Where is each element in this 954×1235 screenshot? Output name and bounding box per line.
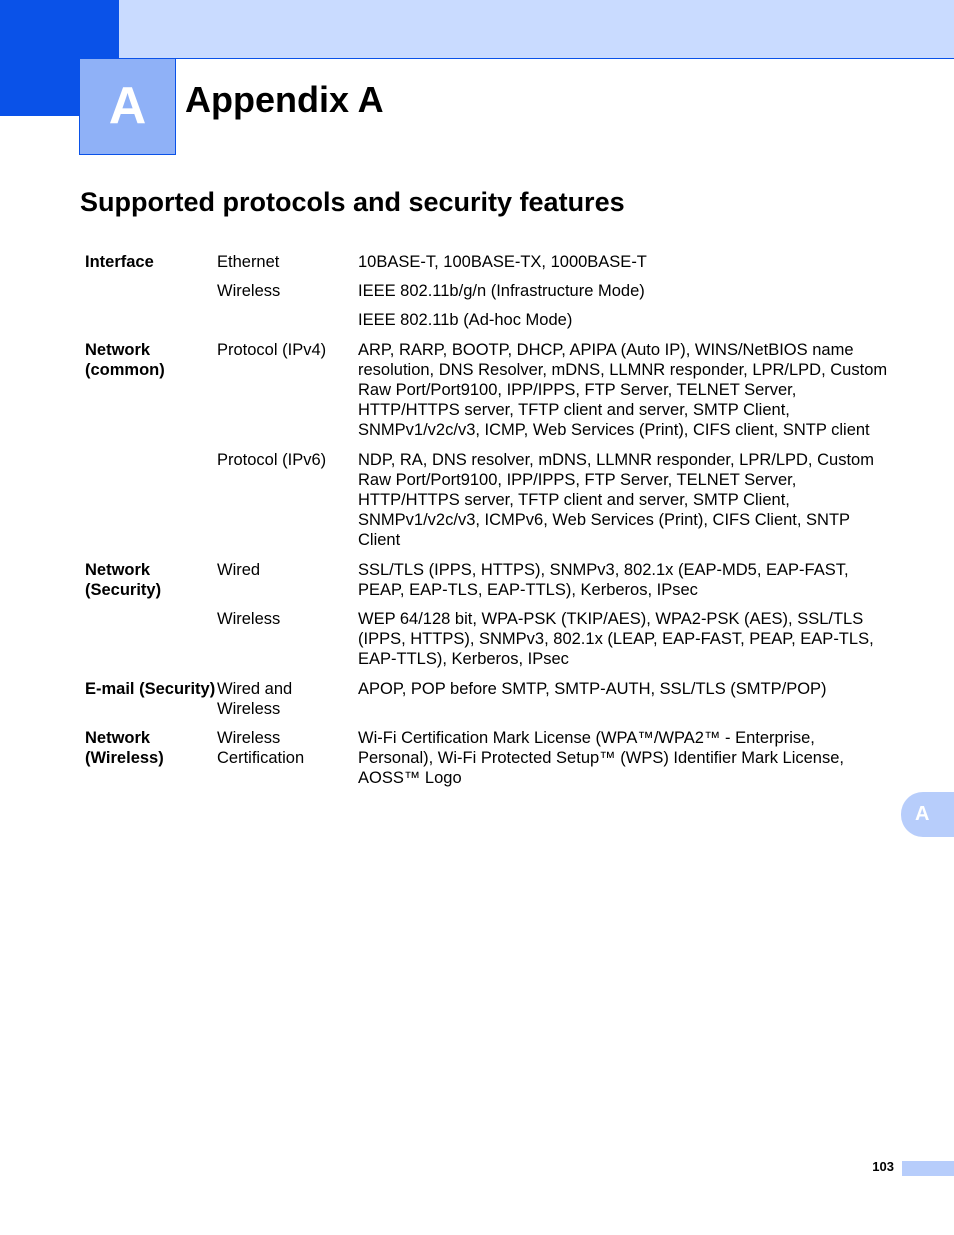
table-row	[79, 448, 893, 558]
row-category-cell	[79, 250, 217, 279]
table-row	[79, 279, 893, 308]
table-row	[79, 558, 893, 607]
row-item: Ethernet	[217, 253, 280, 271]
row-item: Protocol (IPv6)	[217, 450, 327, 469]
section-title: Supported protocols and security features	[80, 187, 625, 217]
row-category: Network (common)	[85, 340, 165, 379]
row-value-cell	[358, 448, 893, 558]
row-category-cell	[79, 338, 217, 448]
side-tab	[901, 792, 954, 837]
row-item-cell	[217, 279, 358, 308]
row-category-cell	[79, 308, 217, 337]
row-item-cell	[217, 448, 358, 558]
row-category-cell	[79, 448, 217, 558]
row-value-cell	[358, 726, 893, 796]
row-category: Interface	[85, 253, 154, 271]
row-value: IEEE 802.11b (Ad-hoc Mode)	[358, 311, 573, 330]
chapter-title: Appendix A	[185, 79, 384, 120]
row-item: Wired	[217, 560, 261, 579]
table-row	[79, 338, 893, 448]
row-category	[85, 308, 217, 317]
row-item-cell	[217, 677, 358, 726]
row-category	[85, 607, 217, 616]
row-item: Wireless	[217, 610, 281, 629]
row-category-cell	[79, 279, 217, 308]
row-item-cell	[217, 250, 358, 279]
row-category-cell	[79, 607, 217, 677]
row-item: Wireless Certification	[217, 729, 305, 768]
row-value: WEP 64/128 bit, WPA-PSK (TKIP/AES), WPA2-PSK (AES), SSL/TLS (IPPS, HTTPS), SNMPv3, 802.1x (LEAP, EAP-FAST, PEAP, EAP-TLS, EAP-TTLS), Kerberos, IPsec	[358, 610, 874, 669]
page-number: 103	[872, 1159, 894, 1174]
row-item-cell	[217, 308, 358, 337]
row-item: Wired and Wireless	[217, 679, 293, 718]
row-value: IEEE 802.11b/g/n (Infrastructure Mode)	[358, 282, 645, 301]
row-category	[85, 448, 217, 457]
chapter-letter-box	[79, 58, 176, 155]
table-row	[79, 308, 893, 337]
row-category-cell	[79, 558, 217, 607]
row-value: NDP, RA, DNS resolver, mDNS, LLMNR responder, LPR/LPD, Custom Raw Port/Port9100, IPP/IPPS, FTP Server, TELNET Server, HTTP/HTTPS server, TFTP client and server, SMTP Client, SNMPv1/v2c/v3, ICMPv6, Web Services (Print), CIFS Client, SNTP Client	[358, 450, 874, 550]
row-item-cell	[217, 558, 358, 607]
table-row	[79, 607, 893, 677]
table-row	[79, 726, 893, 796]
table-row	[79, 677, 893, 726]
row-value-cell	[358, 558, 893, 607]
table-row	[79, 250, 893, 279]
row-value-cell	[358, 250, 893, 279]
row-value: ARP, RARP, BOOTP, DHCP, APIPA (Auto IP), WINS/NetBIOS name resolution, DNS Resolver, mDNS, LLMNR responder, LPR/LPD, Custom Raw Port/Port9100, IPP/IPPS, FTP Server, TELNET Server, HTTP/HTTPS server, TFTP client and server, SMTP Client, SNMPv1/v2c/v3, ICMP, Web Services (Print), CIFS client, SNTP client	[358, 340, 888, 440]
row-category: E-mail (Security)	[85, 679, 216, 698]
row-category-cell	[79, 726, 217, 796]
header-band	[0, 0, 954, 58]
row-value-cell	[358, 607, 893, 677]
row-value-cell	[358, 338, 893, 448]
side-tab-letter: A	[915, 803, 930, 825]
row-category-cell	[79, 677, 217, 726]
row-item-cell	[217, 607, 358, 677]
row-value: SSL/TLS (IPPS, HTTPS), SNMPv3, 802.1x (EAP-MD5, EAP-FAST, PEAP, EAP-TLS, EAP-TTLS), Kerberos, IPsec	[358, 560, 849, 599]
row-category	[85, 279, 217, 288]
page-number-bar	[902, 1161, 954, 1176]
protocol-table	[79, 250, 893, 796]
row-value: APOP, POP before SMTP, SMTP-AUTH, SSL/TLS (SMTP/POP)	[358, 679, 827, 698]
row-item	[217, 308, 358, 317]
chapter-letter: A	[108, 76, 147, 135]
row-item-cell	[217, 338, 358, 448]
row-value-cell	[358, 308, 893, 337]
row-value-cell	[358, 279, 893, 308]
row-item: Wireless	[217, 282, 281, 301]
row-value-cell	[358, 677, 893, 726]
row-value: Wi-Fi Certification Mark License (WPA™/WPA2™ - Enterprise, Personal), Wi-Fi Protected Setup™ (WPS) Identifier Mark License, AOSS™ Logo	[358, 729, 844, 788]
row-item: Protocol (IPv4)	[217, 340, 327, 359]
header-rule	[118, 58, 954, 59]
row-category: Network (Wireless)	[85, 729, 164, 768]
row-item-cell	[217, 726, 358, 796]
row-category: Network (Security)	[85, 560, 162, 599]
row-value: 10BASE-T, 100BASE-TX, 1000BASE-T	[358, 253, 647, 271]
